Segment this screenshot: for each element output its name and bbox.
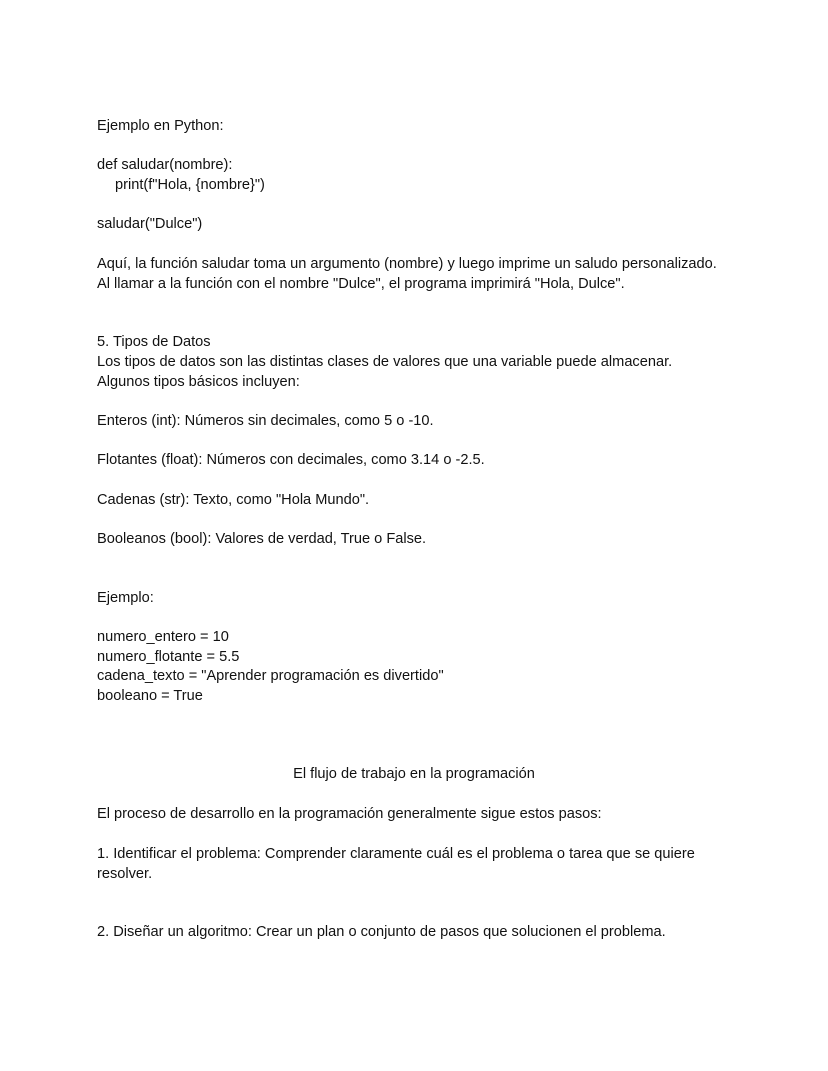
workflow-step-1-line-2: resolver. [97,866,153,882]
example-code-2: numero_flotante = 5.5 [97,649,240,665]
code-line-call: saludar("Dulce") [97,216,203,232]
code-line-def: def saludar(nombre): [97,157,233,173]
example-code-4: booleano = True [97,688,203,704]
example-python-heading: Ejemplo en Python: [97,118,224,134]
section-5-title: 5. Tipos de Datos [97,334,211,350]
explanation-line-1: Aquí, la función saludar toma un argumento (nombre) y luego imprime un saludo personalizado. [97,256,717,272]
example-heading: Ejemplo: [97,590,154,606]
workflow-step-2: 2. Diseñar un algoritmo: Crear un plan o conjunto de pasos que solucionen el problema. [97,924,666,940]
example-code-1: numero_entero = 10 [97,629,229,645]
type-str: Cadenas (str): Texto, como "Hola Mundo". [97,492,370,508]
section-5-intro-2: Algunos tipos básicos incluyen: [97,374,300,390]
code-line-print: print(f"Hola, {nombre}") [115,177,265,193]
workflow-title: El flujo de trabajo en la programación [293,766,535,782]
workflow-intro: El proceso de desarrollo en la programación generalmente sigue estos pasos: [97,806,602,822]
type-bool: Booleanos (bool): Valores de verdad, True o False. [97,531,427,547]
type-int: Enteros (int): Números sin decimales, como 5 o -10. [97,413,434,429]
workflow-step-1-line-1: 1. Identificar el problema: Comprender claramente cuál es el problema o tarea que se quiere [97,846,695,862]
example-code-3: cadena_texto = "Aprender programación es divertido" [97,668,444,684]
type-float: Flotantes (float): Números con decimales, como 3.14 o -2.5. [97,452,485,468]
section-5-intro-1: Los tipos de datos son las distintas clases de valores que una variable puede almacenar. [97,354,673,370]
explanation-line-2: Al llamar a la función con el nombre "Dulce", el programa imprimirá "Hola, Dulce". [97,276,625,292]
